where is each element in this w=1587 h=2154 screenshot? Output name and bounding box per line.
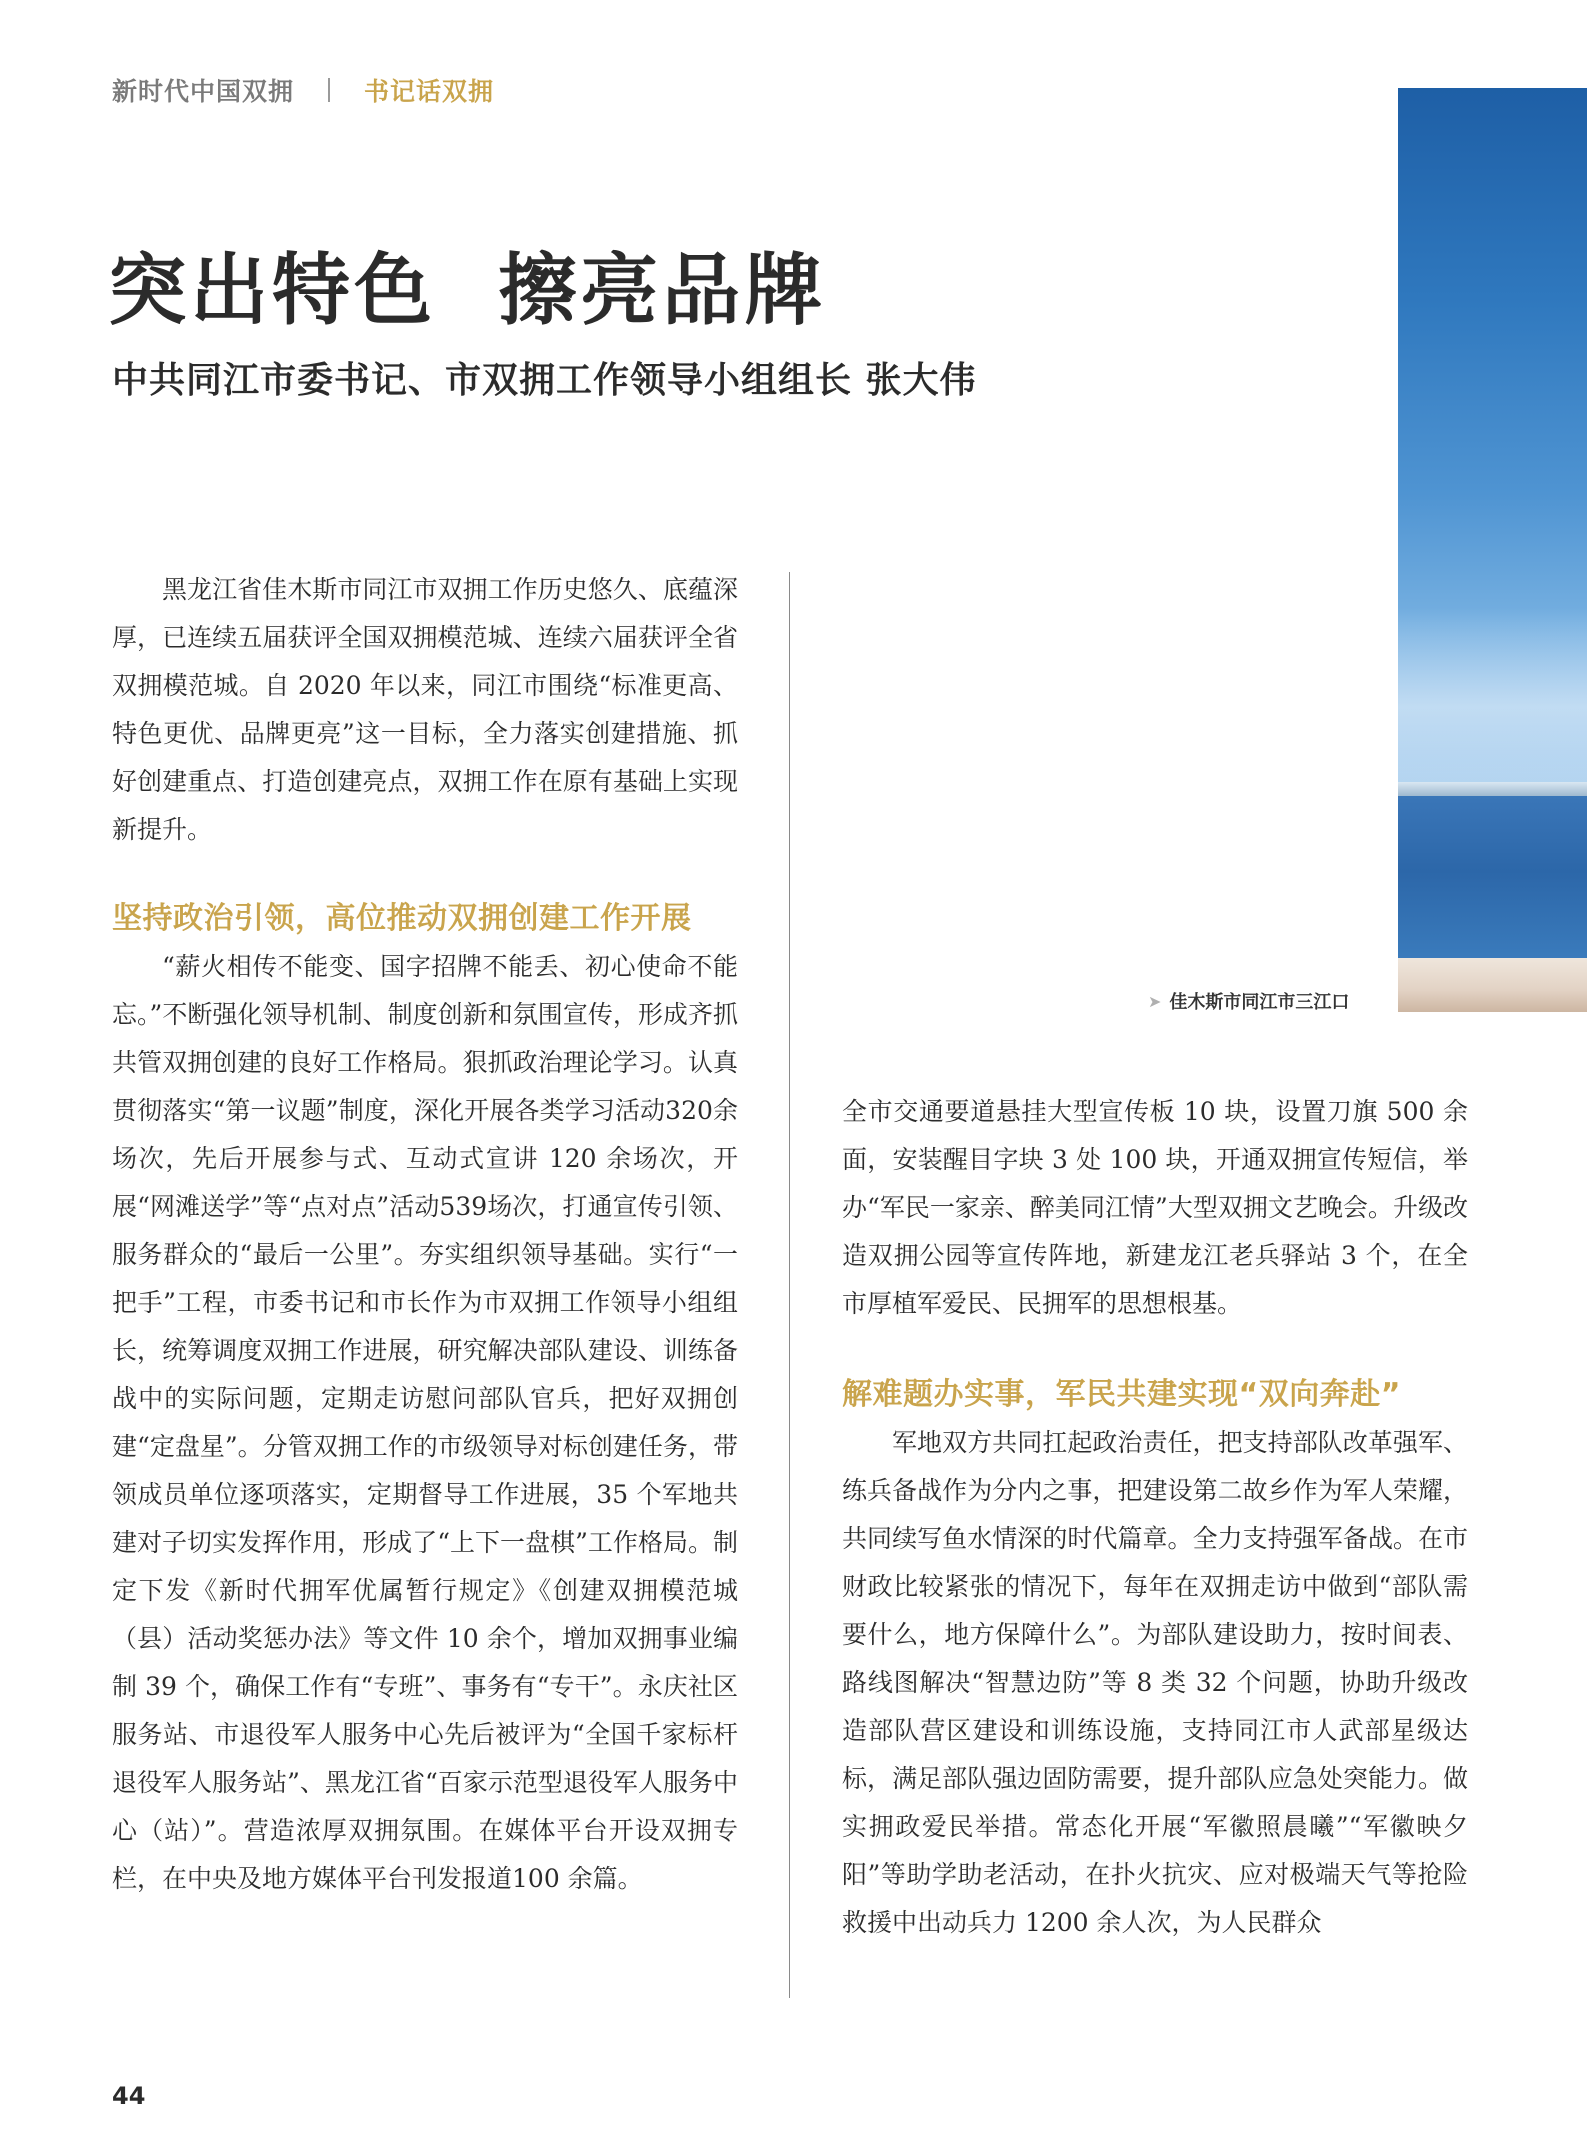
header-divider <box>328 78 330 102</box>
section1-heading: 坚持政治引领，高位推动双拥创建工作开展 <box>112 901 692 936</box>
photo-river <box>1398 796 1587 964</box>
section2-block <box>842 1371 1468 1947</box>
column-divider <box>789 572 790 1998</box>
section2-paragraph: 军地双方共同扛起政治责任，把支持部队改革强军、练兵备战作为分内之事，把建设第二故乡作为军人荣耀，共同续写鱼水情深的时代篇章。全力支持强军备战。在市财政比较紧张的情况下，每年在双拥走访中做到“部队需要什么，地方保障什么”。为部队建设助力，按时间表、路线图解决“智慧边防”等 8 类 32 个问题，协助升级改造部队营区建设和训练设施，支持同江市人武部星级达标，满足部队强边固防需要，提升部队应急处突能力。做实拥政爱民举措。常态化开展“军徽照晨曦”“军徽映夕阳”等助学助老活动，在扑火抗灾、应对极端天气等抢险救援中出动兵力 1200 余人次，为人民群众 <box>842 1428 1468 1937</box>
running-header <box>112 72 494 108</box>
caption-text: 佳木斯市同江市三江口 <box>1169 992 1350 1013</box>
article-title: 突出特色 擦亮品牌 <box>108 245 827 336</box>
article-byline: 中共同江市委书记、市双拥工作领导小组组长 张大伟 <box>112 360 977 401</box>
landscape-photo <box>1398 88 1587 1012</box>
photo-caption <box>1148 988 1349 1014</box>
caption-arrow-icon: ➤ <box>1148 991 1162 1011</box>
intro-paragraph: 黑龙江省佳木斯市同江市双拥工作历史悠久、底蕴深厚，已连续五届获评全国双拥模范城、连续六届获评全省双拥模范城。自 2020 年以来，同江市围绕“标准更高、特色更优、品牌更亮”这一目标，全力落实创建措施、抓好创建重点、打造创建亮点，双拥工作在原有基础上实现新提升。 <box>112 575 738 844</box>
photo-far-shore <box>1398 782 1587 796</box>
intro-block <box>112 566 738 854</box>
photo-clouds <box>1398 608 1587 788</box>
section1-paragraph-cont: 全市交通要道悬挂大型宣传板 10 块，设置刀旗 500 余面，安装醒目字块 3 处 100 块，开通双拥宣传短信，举办“军民一家亲、醉美同江情”大型双拥文艺晚会。升级改造双拥公园等宣传阵地，新建龙江老兵驿站 3 个，在全市厚植军爱民、民拥军的思想根基。 <box>842 1097 1468 1318</box>
column-label: 书记话双拥 <box>364 77 495 106</box>
page-number: 44 <box>112 2082 146 2110</box>
photo-plaza <box>1398 958 1587 1012</box>
series-label: 新时代中国双拥 <box>112 77 295 106</box>
section1-paragraph: “薪火相传不能变、国字招牌不能丢、初心使命不能忘。”不断强化领导机制、制度创新和氛围宣传，形成齐抓共管双拥创建的良好工作格局。狠抓政治理论学习。认真贯彻落实“第一议题”制度，深化开展各类学习活动320余场次，先后开展参与式、互动式宣讲 120 余场次，开展“网滩送学”等“点对点”活动539场次，打通宣传引领、服务群众的“最后一公里”。夯实组织领导基础。实行“一把手”工程，市委书记和市长作为市双拥工作领导小组组长，统筹调度双拥工作进展，研究解决部队建设、训练备战中的实际问题，定期走访慰问部队官兵，把好双拥创建“定盘星”。分管双拥工作的市级领导对标创建任务，带领成员单位逐项落实，定期督导工作进展，35 个军地共建对子切实发挥作用，形成了“上下一盘棋”工作格局。制定下发《新时代拥军优属暂行规定》《创建双拥模范城（县）活动奖惩办法》等文件 10 余个，增加双拥事业编制 39 个，确保工作有“专班”、事务有“专干”。永庆社区服务站、市退役军人服务中心先后被评为“全国千家标杆退役军人服务站”、黑龙江省“百家示范型退役军人服务中心（站）”。营造浓厚双拥氛围。在媒体平台开设双拥专栏，在中央及地方媒体平台刊发报道100 余篇。 <box>112 952 738 1893</box>
section1-continuation <box>842 1088 1468 1328</box>
section2-heading: 解难题办实事，军民共建实现“双向奔赴” <box>842 1377 1401 1412</box>
section1-block <box>112 895 738 1903</box>
